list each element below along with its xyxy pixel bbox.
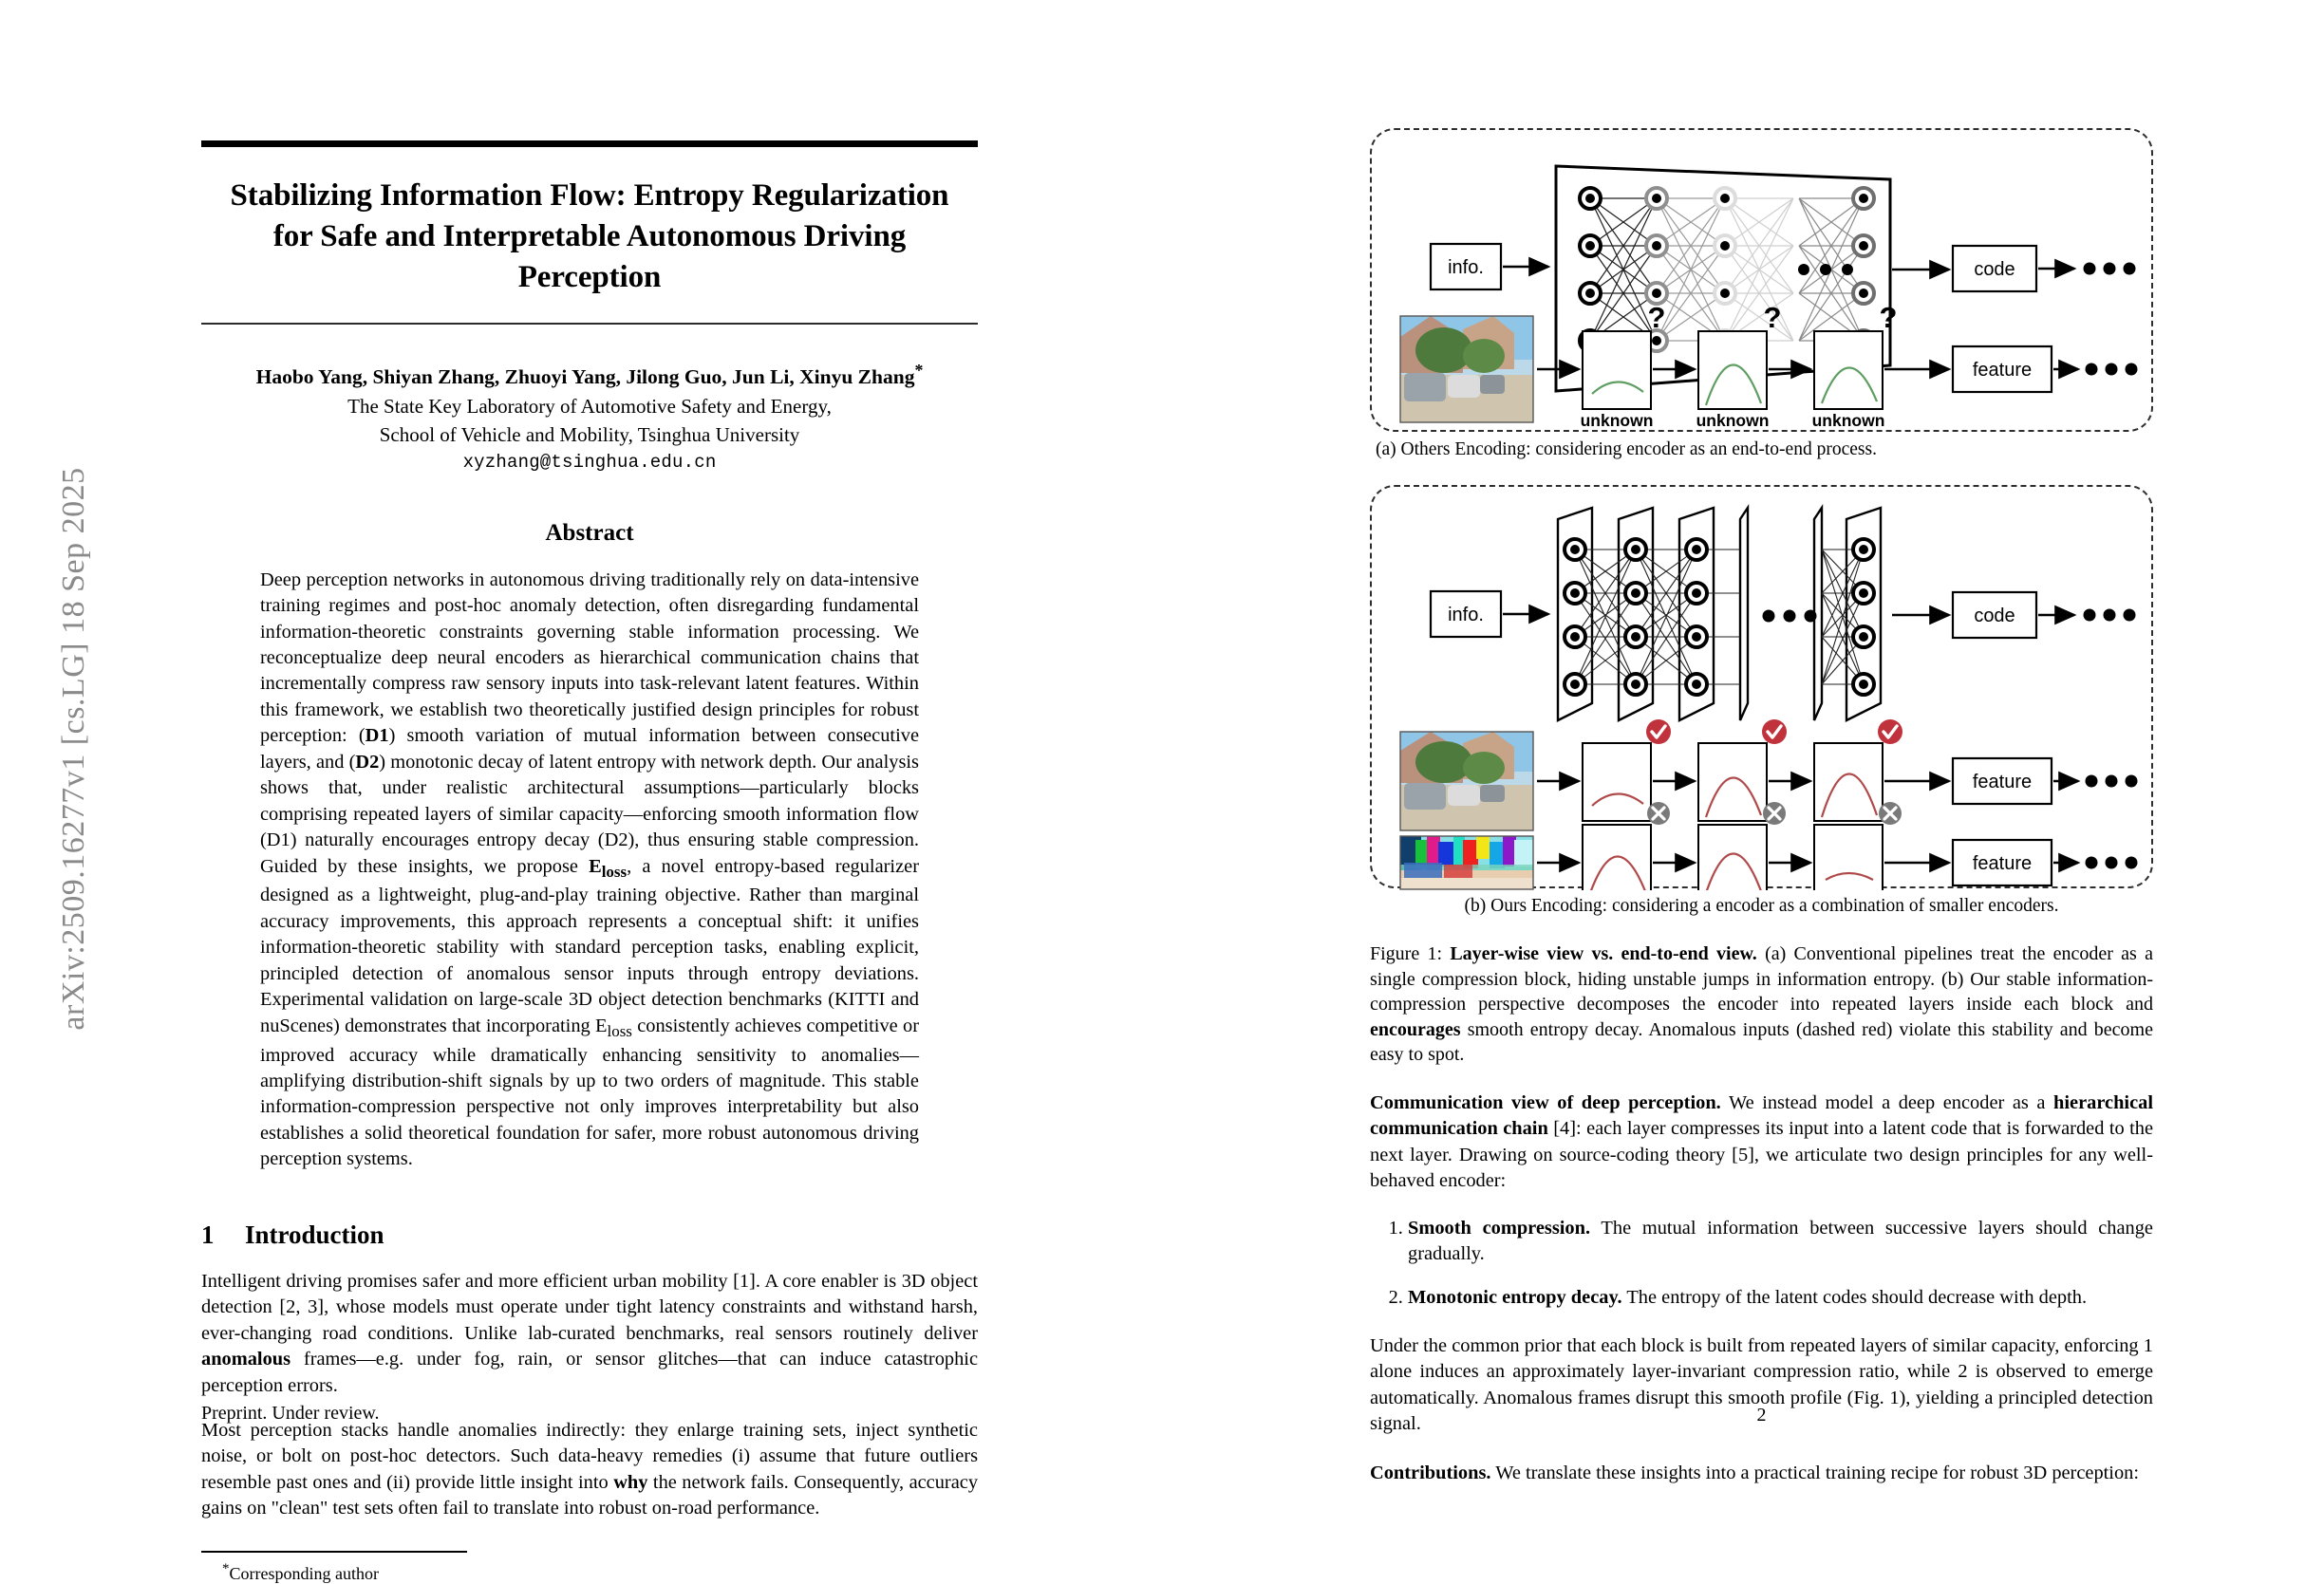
- principle-d1-tag: D1: [365, 725, 389, 747]
- principle-1-title: Smooth compression.: [1408, 1217, 1591, 1239]
- input-image-abnormal: [1400, 836, 1533, 889]
- cross-badge-1: [1647, 802, 1670, 825]
- title-rule-top: [201, 140, 978, 147]
- cross-badge-3: [1879, 802, 1902, 825]
- hierarchical-chain-emphasis: hierarchical communication chain: [1370, 1091, 2153, 1140]
- feature-label-normal: feature: [1972, 772, 2033, 792]
- section-title: Introduction: [245, 1220, 384, 1249]
- intro-paragraph-1: [201, 1269, 978, 1399]
- abstract-text-3: ) monotonic decay of latent entropy with network depth. Our analysis shows that, under realistic architectural assumptions—particularly blocks comprising repeated layers of similar capacity—enforcing smooth information flow (D1) naturally encourages entropy decay (D2), thus ensuring stable compression. Guided by these insights, we propose: [260, 751, 919, 877]
- panel-b-caption: (b) Ours Encoding: considering a encoder as a combination of smaller encoders.: [1464, 896, 2059, 916]
- network-ellipsis-b: [1763, 610, 1817, 623]
- figure-caption-text-2: smooth entropy decay. Anomalous inputs (dashed red) violate this stability and become easy to spot.: [1370, 1018, 2153, 1066]
- eloss-subscript-2: loss: [607, 1021, 632, 1040]
- figure-panel-b: [1370, 485, 2153, 888]
- feature-ellipsis-normal: [2086, 775, 2138, 788]
- eloss-subscript: loss: [601, 862, 628, 881]
- section-heading-introduction: [201, 1221, 978, 1250]
- code-ellipsis-b: [2084, 609, 2136, 622]
- contributions-heading: Contributions.: [1370, 1462, 1491, 1483]
- left-column: [201, 0, 979, 1583]
- stage-label-a-3: unknown: [1811, 411, 1885, 430]
- contributions-paragraph: [1370, 1461, 2153, 1486]
- figure-label: Figure 1:: [1370, 943, 1443, 964]
- principle-2-title: Monotonic entropy decay.: [1408, 1286, 1622, 1308]
- affiliation-line-2: School of Vehicle and Mobility, Tsinghua University: [379, 423, 800, 447]
- communication-view-paragraph: [1370, 1090, 2153, 1195]
- check-badge-2: [1762, 719, 1787, 744]
- question-mark-a-3: ?: [1879, 301, 1898, 334]
- input-image-normal-b: [1400, 732, 1533, 830]
- entropy-stage-a-1: [1583, 331, 1651, 409]
- info-label-a: info.: [1448, 257, 1484, 278]
- principle-1-text: The mutual information between successive layers should change gradually.: [1408, 1217, 2153, 1265]
- communication-text-1: We instead model a deep encoder as a: [1720, 1091, 2054, 1113]
- page-title: Stabilizing Information Flow: Entropy Regularization for Safe and Interpretable Autonomous Driving Perception: [230, 178, 949, 294]
- entropy-stage-abnormal-1: [1583, 825, 1651, 890]
- author-names: Haobo Yang, Shiyan Zhang, Zhuoyi Yang, Jilong Guo, Jun Li, Xinyu Zhang: [255, 364, 915, 388]
- stage-label-a-2: unknown: [1696, 411, 1770, 430]
- question-mark-a-1: ?: [1647, 301, 1666, 334]
- entropy-stage-a-3: [1814, 331, 1883, 409]
- figure-caption-emphasis: encourages: [1370, 1018, 1461, 1040]
- intro-paragraph-2: [201, 1418, 978, 1522]
- figure-caption-title: Layer-wise view vs. end-to-end view.: [1450, 943, 1757, 964]
- abstract-body: [260, 568, 919, 1173]
- abstract-text-2: ) smooth variation of mutual information between consecutive layers, and (: [260, 725, 920, 773]
- cross-badge-2: [1763, 802, 1786, 825]
- contributions-text: We translate these insights into a practical training recipe for robust 3D perception:: [1490, 1462, 2140, 1483]
- communication-view-heading: Communication view of deep perception.: [1370, 1091, 1721, 1113]
- panel-a-caption: (a) Others Encoding: considering encoder as an end-to-end process.: [1376, 439, 1877, 459]
- title-rule-bottom: [201, 323, 978, 325]
- code-label-a: code: [1974, 259, 2015, 280]
- eloss-symbol: E: [589, 855, 602, 877]
- question-mark-a-2: ?: [1763, 301, 1782, 334]
- figure-panel-a: [1370, 128, 2153, 432]
- author-list: [201, 359, 978, 391]
- design-principles-list: [1370, 1216, 2153, 1311]
- stage-label-a-1: unknown: [1580, 411, 1654, 430]
- feature-label-abnormal: feature: [1972, 853, 2033, 874]
- abstract-text-5: consistently achieves competitive or improved accuracy while dramatically enhancing sensitivity to anomalies—amplifying distribution-shift signals by up to two orders of magnitude. This stable information-compression perspective not only improves interpretability but also establishes a solid theoretical foundation for safer, more robust autonomous driving perception systems.: [260, 1015, 919, 1170]
- check-badge-3: [1878, 719, 1902, 744]
- code-label-b: code: [1974, 606, 2015, 626]
- preprint-notice: Preprint. Under review.: [201, 1403, 380, 1424]
- contact-email: xyzhang@tsinghua.edu.cn: [462, 451, 717, 473]
- entropy-stage-normal-2: [1698, 743, 1767, 821]
- page-number: 2: [1756, 1405, 1767, 1426]
- entropy-stage-abnormal-3: [1814, 825, 1883, 890]
- info-label-b: info.: [1448, 605, 1484, 625]
- intro-p1-text-b: frames—e.g. under fog, rain, or sensor glitches—that can induce catastrophic perception errors.: [201, 1349, 978, 1396]
- abstract-heading: Abstract: [545, 519, 634, 546]
- arxiv-stamp: arXiv:2509.16277v1 [cs.LG] 18 Sep 2025: [56, 467, 91, 1031]
- entropy-stage-abnormal-2: [1698, 825, 1767, 890]
- network-ellipsis-a: [1798, 264, 1853, 275]
- affiliation-line-1: The State Key Laboratory of Automotive Safety and Energy,: [347, 394, 832, 418]
- footnote-marker: *: [222, 1560, 230, 1576]
- figure-caption: [1370, 941, 2153, 1068]
- feature-label-a: feature: [1972, 360, 2033, 381]
- figure-caption-text-1: (a) Conventional pipelines treat the encoder as a single compression block, hiding unstable jumps in information entropy. (b) Our stable information-compression perspective decomposes the encoder into repeated layers inside each block and: [1370, 943, 2153, 1016]
- code-ellipsis-a: [2084, 263, 2136, 275]
- entropy-stage-normal-1: [1583, 743, 1651, 821]
- footnote-corresponding-author: [201, 1561, 978, 1584]
- feature-ellipsis-abnormal: [2086, 857, 2138, 869]
- abstract-text-4: , a novel entropy-based regularizer designed as a lightweight, plug-and-play training objective. Rather than marginal accuracy improvements, this approach represents a conceptual shift: it unifies information-theoretic stability with standard perception tasks, enabling explicit, principled detection of anomalous sensor inputs through entropy deviations. Experimental validation on large-scale 3D object detection benchmarks (KITTI and nuScenes) demonstrates that incorporating E: [260, 855, 919, 1036]
- intro-p2-text-b: the network fails. Consequently, accuracy gains on "clean" test sets often fail to translate into robust on-road performance.: [201, 1471, 979, 1519]
- intro-p2-emphasis: why: [613, 1471, 648, 1493]
- check-badge-1: [1646, 719, 1671, 744]
- intro-p1-text-a: Intelligent driving promises safer and more efficient urban mobility [1]. A core enabler is 3D object detection [2, 3], whose models must operate under tight latency constraints and withstand harsh, ever-changing road conditions. Unlike lab-curated benchmarks, real sensors routinely deliver: [201, 1270, 978, 1344]
- principle-d2-tag: D2: [355, 751, 380, 773]
- footnote-text: Corresponding author: [229, 1563, 379, 1583]
- entropy-stage-normal-3: [1814, 743, 1883, 821]
- panel-a-diagram: [1372, 130, 2150, 434]
- intro-p2-text-a: Most perception stacks handle anomalies indirectly: they enlarge training sets, inject synthetic noise, or bolt on post-hoc detectors. Such data-heavy remedies (i) assume that future outliers resemble past ones and (ii) provide little insight into: [201, 1419, 978, 1493]
- input-image-normal-a: [1400, 316, 1533, 422]
- right-column: [1370, 0, 2153, 1503]
- common-prior-paragraph: Under the common prior that each block is built from repeated layers of similar capacity, enforcing 1 alone induces an approximately layer-invariant compression ratio, while 2 is observed to emerge automatically. Anomalous frames disrupt this smooth profile (Fig. 1), yielding a principled detection signal.: [1370, 1335, 2153, 1435]
- feature-ellipsis-a: [2086, 363, 2138, 376]
- communication-text-2: [4]: each layer compresses its input into a latent code that is forwarded to the next layer. Drawing on source-coding theory [5], we articulate two design principles for any well-behaved encoder:: [1370, 1118, 2153, 1192]
- principle-2-text: The entropy of the latent codes should decrease with depth.: [1621, 1286, 2088, 1308]
- panel-b-diagram: [1372, 487, 2150, 890]
- corresponding-marker: *: [914, 360, 924, 380]
- abstract-text-1: Deep perception networks in autonomous driving traditionally rely on data-intensive training regimes and post-hoc anomaly detection, often disregarding fundamental information-theoretic constraints governing stable information processing. We reconceptualize deep neural encoders as hierarchical communication chains that incrementally compress raw sensory inputs into task-relevant latent features. Within this framework, we establish two theoretically justified design principles for robust perception: (: [260, 568, 919, 747]
- intro-p1-emphasis: anomalous: [201, 1349, 291, 1370]
- list-item: [1408, 1216, 2153, 1268]
- list-item: [1408, 1285, 2153, 1311]
- entropy-stage-a-2: [1698, 331, 1767, 409]
- section-number: 1: [201, 1220, 215, 1249]
- footnote-rule: [201, 1551, 467, 1553]
